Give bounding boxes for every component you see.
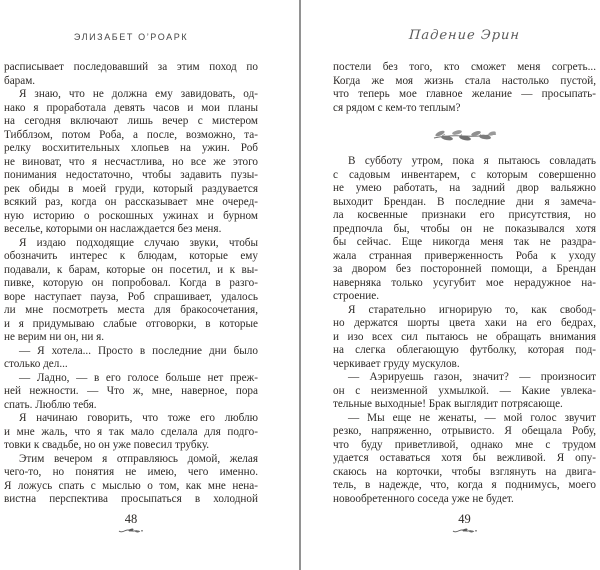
text-line: ли мне посмотреть места для бракосочетания, bbox=[4, 304, 258, 316]
text-line: ней нежности. — Что ж, мне, наверное, пора bbox=[4, 385, 258, 397]
text-line: всякий раз, когда он рассказывает мне очеред- bbox=[4, 196, 258, 208]
page-gutter-divider bbox=[299, 0, 301, 570]
text-line: Я начинаю говорить, что тоже его люблю bbox=[19, 412, 258, 424]
text-line: подавали, к барам, которые он посетил, и к вы- bbox=[4, 263, 258, 276]
text-line: черкивает груду мускулов. bbox=[333, 357, 460, 370]
text-line: не виноват, что я несчастлива, но все же этого bbox=[4, 155, 258, 168]
text-line: Этим вечером я отправляюсь домой, желая bbox=[19, 452, 258, 465]
text-line: резко, напряженно, отрывисто. Я обещала Робу, bbox=[333, 425, 596, 437]
page-right bbox=[333, 0, 596, 570]
text-line: расписывает последовавший за этим поход по bbox=[4, 61, 258, 73]
text-line: пивке, которую он попробовал. Когда в разго- bbox=[4, 277, 258, 289]
text-line: что теперь мое главное желание — просыпать- bbox=[333, 88, 596, 100]
text-line: Я издаю подходящие случаю звуки, чтобы bbox=[19, 236, 258, 249]
page-left bbox=[4, 0, 258, 570]
text-line: Когда же моя жизнь стала настолько пустой, bbox=[333, 74, 596, 87]
text-line: выходит Брендан. В последние дни я замеча- bbox=[333, 195, 596, 208]
text-line: вистна перспектива просыпаться в холодной bbox=[4, 493, 258, 505]
text-line: воре наступает пауза, Роб спрашивает, удалось bbox=[4, 290, 258, 303]
text-line: веселье, которыми он наслаждается без меня. bbox=[4, 223, 222, 235]
text-line: столько дел... bbox=[4, 358, 68, 370]
text-line: и я придумываю слабые отговорки, в которые bbox=[4, 317, 258, 330]
page-right-text-bottom bbox=[333, 155, 596, 506]
text-line: что буду приветливой, однако мне с трудом bbox=[333, 438, 596, 451]
text-line: Я старательно игнорирую то, как свобод- bbox=[348, 303, 596, 316]
text-line: ную историю о роскошных ужинах и бурном bbox=[4, 209, 258, 222]
text-line: предпочла бы, чтобы он не показывался хотя bbox=[333, 222, 596, 235]
text-line: удается оставаться хотя бы вежливой. Я опу- bbox=[333, 452, 596, 464]
text-line: — Мы еще не женаты, — мой голос звучит bbox=[348, 411, 596, 424]
text-line: с садовым инвентарем, с которым совершенно bbox=[333, 168, 596, 181]
text-line: на слегка облегающую футболку, которая под- bbox=[333, 344, 596, 356]
text-line: и изо всех сил пытаюсь не обращать внимания bbox=[333, 330, 596, 343]
text-line: не умею работать, на задний двор вальяжно bbox=[333, 182, 596, 194]
vine-flourish-icon bbox=[118, 526, 144, 535]
text-line: Я ложусь спать с мыслью о том, как мне нена- bbox=[4, 479, 258, 492]
text-line: бы сейчас. Еще никогда меня так не раздра- bbox=[333, 236, 596, 248]
text-line: рек обиды в моей груди, который раздувается bbox=[4, 182, 258, 195]
text-line: строение. bbox=[333, 290, 380, 302]
text-line: но держатся шорты цвета хаки на его бедрах, bbox=[333, 317, 596, 329]
text-line: и мне жаль, что я так мало сделала для подго- bbox=[4, 425, 258, 438]
leaf-branch-ornament-icon bbox=[432, 125, 498, 145]
vine-flourish-icon bbox=[452, 526, 478, 535]
text-line: чего-то, но понятия не имею, чего именно. bbox=[4, 466, 258, 478]
text-line: он с неизменной ухмылкой. — Какие увлека- bbox=[333, 384, 596, 397]
page-right-text-block bbox=[333, 61, 596, 506]
text-line: товки к свадьбе, но он уже повесил трубку. bbox=[4, 439, 210, 451]
running-head-author: ЭЛИЗАБЕТ О’РОАРК bbox=[73, 32, 189, 42]
text-line: скаюсь на корточки, чтобы взглянуть на двига- bbox=[333, 465, 596, 478]
text-line: барам. bbox=[4, 74, 36, 87]
text-line: на сегодня включают лишь вечер с мистером bbox=[4, 115, 258, 127]
text-line: — Ладно, — в его голосе больше нет преж- bbox=[19, 371, 258, 384]
page-number-block-left bbox=[4, 512, 258, 535]
text-line: В субботу утром, пока я пытаюсь совладать bbox=[348, 155, 596, 167]
text-line: Тибблзом, потом Роба, а после, возможно, та- bbox=[4, 128, 258, 141]
page-number-right: 49 bbox=[458, 512, 471, 526]
page-number-left: 48 bbox=[124, 512, 138, 526]
running-head-title: Падение Эрин bbox=[408, 28, 521, 43]
page-right-text-top bbox=[333, 61, 596, 115]
text-line: новообретенного соседа уже не будет. bbox=[333, 492, 514, 505]
text-line: за двором без посторонней помощи, а Брендан bbox=[333, 263, 596, 275]
text-line: нако я проработала девять часов и мои планы bbox=[4, 101, 258, 114]
text-line: ся рядом с кем-то теплым? bbox=[333, 101, 461, 114]
page-number-block-right bbox=[333, 512, 596, 535]
text-line: тельные выходные! Брак выглядит потрясающе. bbox=[333, 398, 563, 410]
section-divider bbox=[333, 115, 596, 155]
text-line: наверняка только усугубит мое нерадужное на- bbox=[333, 276, 596, 289]
text-line: не верим ни он, ни я. bbox=[4, 331, 105, 343]
text-line: постели без того, кто сможет меня согреть... bbox=[333, 61, 596, 73]
text-line: — Аэрируешь газон, значит? — произносит bbox=[348, 371, 596, 383]
text-line: — Я хотела... Просто в последние дни было bbox=[19, 344, 258, 357]
text-line: Я знаю, что не должна ему завидовать, од- bbox=[19, 88, 258, 100]
text-line: спать. Люблю тебя. bbox=[4, 398, 97, 411]
text-line: релку восхитительных хлопьев на ужин. Роб bbox=[4, 142, 258, 154]
text-line: понимания недостаточно, чтобы задавить пузы- bbox=[4, 169, 258, 181]
text-line: жала странная приверженность Роба к уходу bbox=[333, 249, 596, 262]
text-line: тель, в надежде, что, когда я поднимусь, моего bbox=[333, 479, 596, 491]
text-line: обозначить интерес к блюдам, которые ему bbox=[4, 250, 258, 262]
text-line: ла косвенные признаки его присутствия, но bbox=[333, 209, 596, 221]
page-left-text-block bbox=[4, 61, 258, 507]
